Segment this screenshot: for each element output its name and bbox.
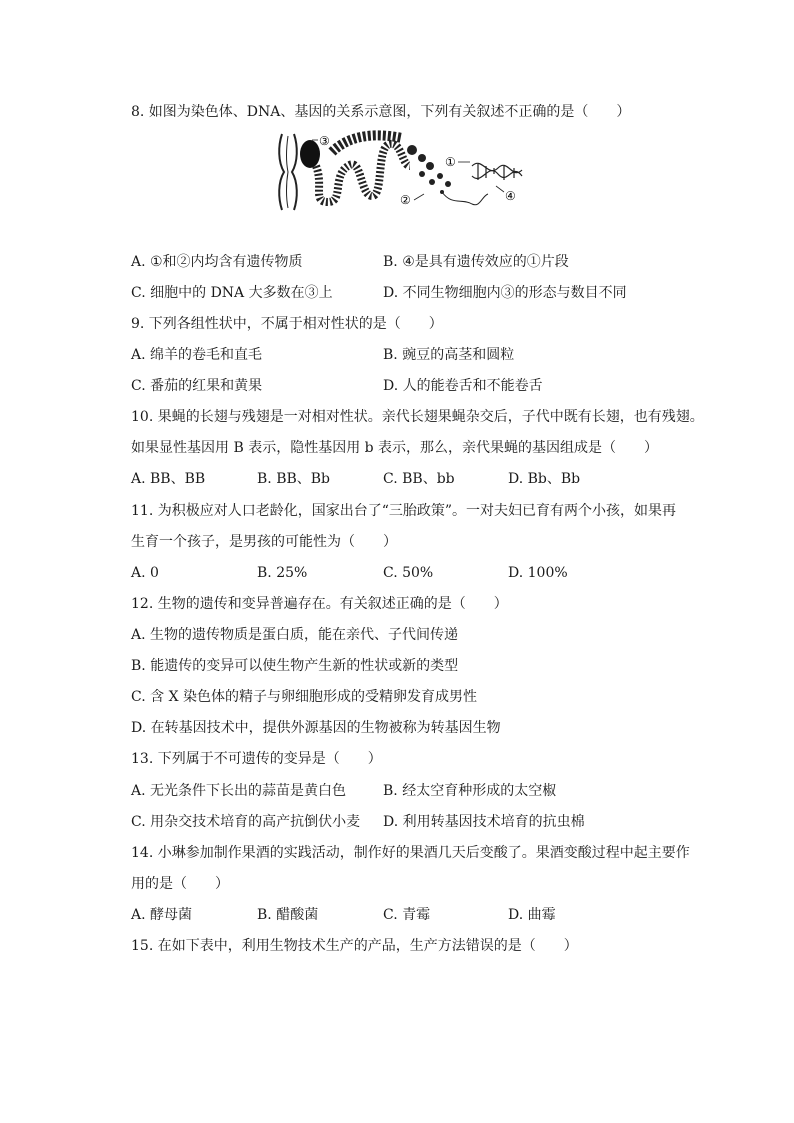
q9-option-c: C. 番茄的红果和黄果 <box>131 378 263 394</box>
q13-option-d: D. 利用转基因技术培育的抗虫棉 <box>383 814 585 830</box>
q14-stem-line2: 用的是（ ） <box>131 876 229 892</box>
q8-stem: 8. 如图为染色体、DNA、基因的关系示意图，下列有关叙述不正确的是（ ） <box>131 104 631 120</box>
label-1: ① <box>445 155 456 169</box>
q13-option-a: A. 无光条件下长出的蒜苗是黄白色 <box>131 783 347 799</box>
q12-stem: 12. 生物的遗传和变异普遍存在。有关叙述正确的是（ ） <box>131 596 508 612</box>
q12-option-c: C. 含 X 染色体的精子与卵细胞形成的受精卵发育成男性 <box>131 689 477 705</box>
q14-option-b: B. 醋酸菌 <box>257 907 319 923</box>
q11-option-c: C. 50% <box>383 565 434 581</box>
q15-stem: 15. 在如下表中，利用生物技术生产的产品，生产方法错误的是（ ） <box>131 938 578 954</box>
q11-option-a: A. 0 <box>131 565 159 581</box>
q8-option-a: A. ①和②内均含有遗传物质 <box>131 254 303 270</box>
q10-option-d: D. Bb、Bb <box>508 471 581 487</box>
q14-stem-line1: 14. 小琳参加制作果酒的实践活动，制作好的果酒几天后变酸了。果酒变酸过程中起主要作 <box>131 845 690 861</box>
coiled-dna-icon <box>316 144 410 202</box>
q10-option-a: A. BB、BB <box>131 471 206 487</box>
q14-option-d: D. 曲霉 <box>508 907 556 923</box>
q10-option-b: B. BB、Bb <box>257 471 331 487</box>
q8-option-d: D. 不同生物细胞内③的形态与数目不同 <box>383 285 627 301</box>
q11-stem-line1: 11. 为积极应对人口老龄化，国家出台了“三胎政策”。一对夫妇已育有两个小孩，如果再 <box>131 503 677 519</box>
chromosome-icon <box>279 134 297 210</box>
q10-stem-line2: 如果显性基因用 B 表示，隐性基因用 b 表示，那么，亲代果蝇的基因组成是（ ） <box>131 440 659 456</box>
q13-option-b: B. 经太空育种形成的太空椒 <box>383 783 557 799</box>
q13-stem: 13. 下列属于不可遗传的变异是（ ） <box>131 751 382 767</box>
q14-option-a: A. 酵母菌 <box>131 907 193 923</box>
q12-option-d: D. 在转基因技术中，提供外源基因的生物被称为转基因生物 <box>131 720 501 736</box>
q9-option-b: B. 豌豆的高茎和圆粒 <box>383 347 515 363</box>
nucleosome-beads-icon <box>407 145 451 194</box>
label-4: ④ <box>505 189 516 203</box>
q9-stem: 9. 下列各组性状中，不属于相对性状的是（ ） <box>131 316 443 332</box>
q12-option-a: A. 生物的遗传物质是蛋白质，能在亲代、子代间传递 <box>131 627 459 643</box>
q12-option-b: B. 能遗传的变异可以使生物产生新的性状或新的类型 <box>131 658 459 674</box>
q9-option-d: D. 人的能卷舌和不能卷舌 <box>383 378 543 394</box>
q11-option-b: B. 25% <box>257 565 308 581</box>
q13-option-c: C. 用杂交技术培育的高产抗倒伏小麦 <box>131 814 361 830</box>
q11-option-d: D. 100% <box>508 565 568 581</box>
q8-option-b: B. ④是具有遗传效应的①片段 <box>383 254 569 270</box>
chromosome-dna-gene-diagram <box>272 126 534 214</box>
q10-option-c: C. BB、bb <box>383 471 455 487</box>
label-2: ② <box>400 193 411 207</box>
coil-head-icon <box>300 140 320 168</box>
q10-stem-line1: 10. 果蝇的长翅与残翅是一对相对性状。亲代长翅果蝇杂交后，子代中既有长翅，也有残翅。 <box>131 409 704 425</box>
q9-option-a: A. 绵羊的卷毛和直毛 <box>131 347 263 363</box>
q14-option-c: C. 青霉 <box>383 907 431 923</box>
q8-option-c: C. 细胞中的 DNA 大多数在③上 <box>131 285 333 301</box>
double-helix-icon <box>472 163 522 180</box>
q11-stem-line2: 生育一个孩子，是男孩的可能性为（ ） <box>131 534 397 550</box>
label-3: ③ <box>319 134 330 148</box>
